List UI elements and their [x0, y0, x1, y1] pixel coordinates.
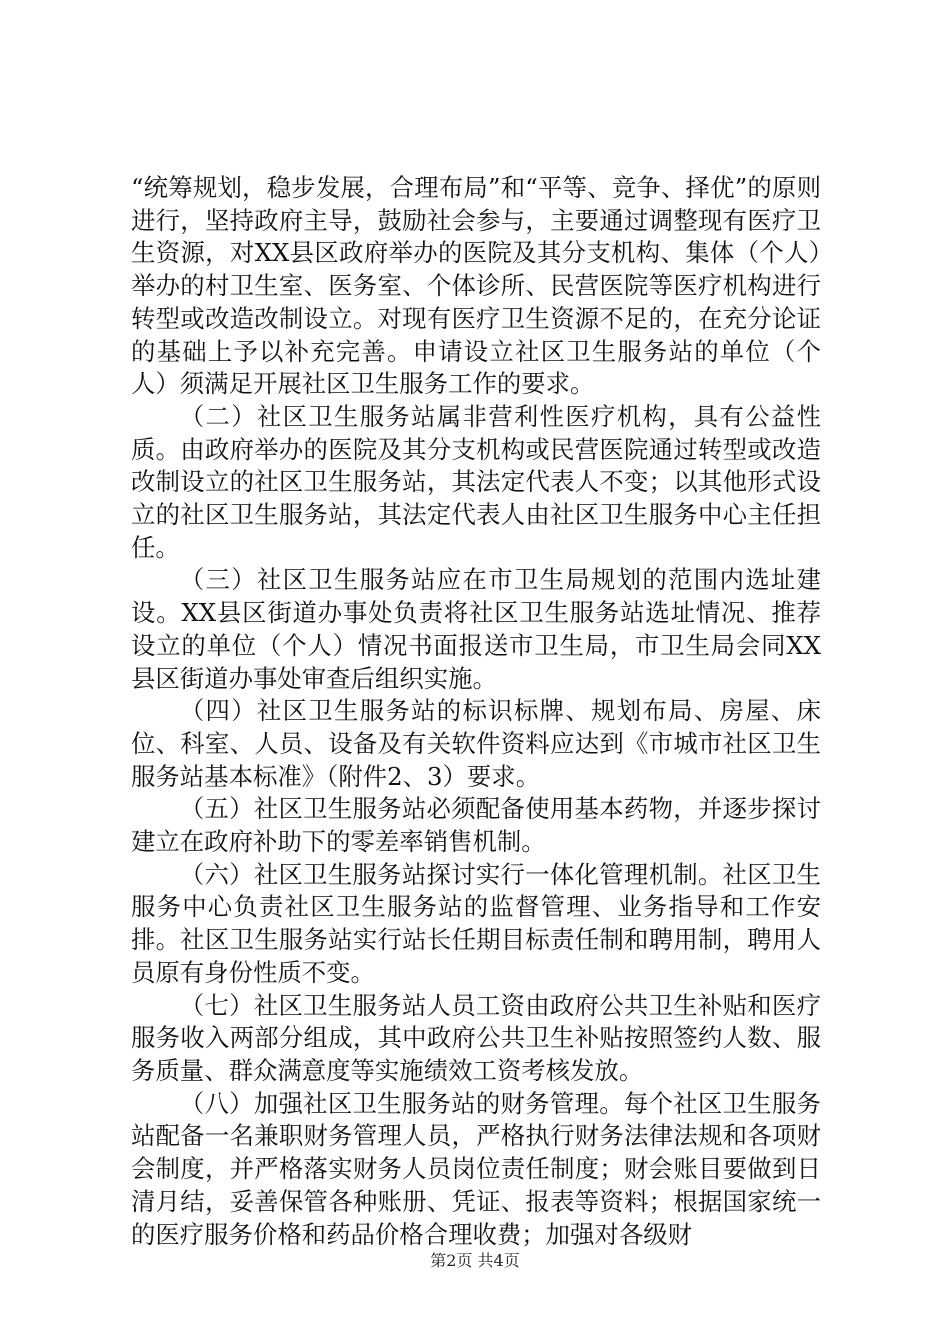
document-body: [131, 172, 821, 1251]
paragraph-continuation: “统筹规划，稳步发展，合理布局”和“平等、竞争、择优”的原则进行，坚持政府主导，鼓励社会参与，主要通过调整现有医疗卫生资源，对XX县区政府举办的医院及其分支机构、集体（个人）举办的村卫生室、医务室、个体诊所、民营医院等医疗机构进行转型或改造改制设立。对现有医疗卫生资源不足的，在充分论证的基础上予以补充完善。申请设立社区卫生服务站的单位（个人）须满足开展社区卫生服务工作的要求。: [131, 173, 821, 399]
paragraph-item-3: （三）社区卫生服务站应在市卫生局规划的范围内选址建设。XX县区街道办事处负责将社区卫生服务站选址情况、推荐设立的单位（个人）情况书面报送市卫生局，市卫生局会同XX县区街道办事处审查后组织实施。: [131, 565, 821, 693]
paragraph-item-7: （七）社区卫生服务站人员工资由政府公共卫生补贴和医疗服务收入两部分组成，其中政府公共卫生补贴按照签约人数、服务质量、群众满意度等实施绩效工资考核发放。: [131, 990, 821, 1085]
paragraph-item-6: （六）社区卫生服务站探讨实行一体化管理机制。社区卫生服务中心负责社区卫生服务站的监督管理、业务指导和工作安排。社区卫生服务站实行站长任期目标责任制和聘用制，聘用人员原有身份性质不变。: [131, 859, 821, 987]
page-footer: [0, 1248, 950, 1271]
paragraph-item-5: （五）社区卫生服务站必须配备使用基本药物，并逐步探讨建立在政府补助下的零差率销售机制。: [131, 794, 821, 857]
paragraph-item-4: （四）社区卫生服务站的标识标牌、规划布局、房屋、床位、科室、人员、设备及有关软件资料应达到《市城市社区卫生服务站基本标准》（附件2、3）要求。: [131, 696, 821, 791]
page-number: 第2页 共4页: [430, 1251, 520, 1270]
paragraph-item-2: （二）社区卫生服务站属非营利性医疗机构，具有公益性质。由政府举办的医院及其分支机构或民营医院通过转型或改造改制设立的社区卫生服务站，其法定代表人不变；以其他形式设立的社区卫生服务站，其法定代表人由社区卫生服务中心主任担任。: [131, 401, 821, 562]
paragraph-item-8: （八）加强社区卫生服务站的财务管理。每个社区卫生服务站配备一名兼职财务管理人员，严格执行财务法律法规和各项财会制度，并严格落实财务人员岗位责任制度；财会账目要做到日清月结，妥善保管各种账册、凭证、报表等资料；根据国家统一的医疗服务价格和药品价格合理收费；加强对各级财: [131, 1088, 821, 1249]
